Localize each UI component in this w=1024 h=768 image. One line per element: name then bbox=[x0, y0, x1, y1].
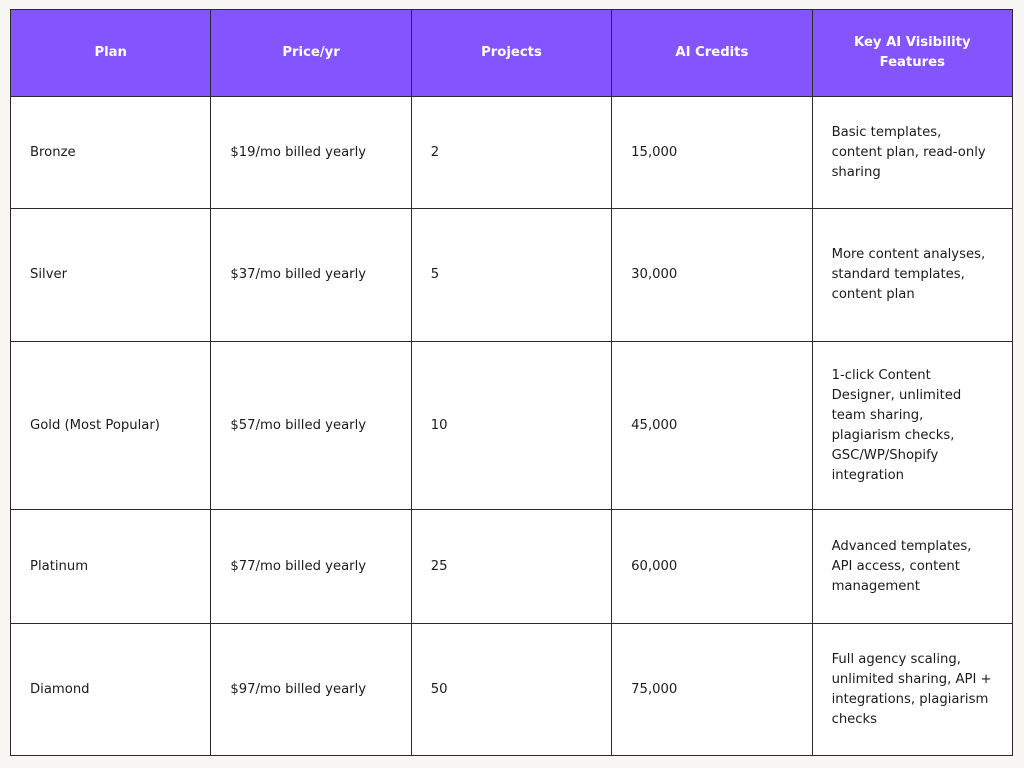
credits-cell: 15,000 bbox=[612, 97, 812, 209]
price-cell: $77/mo billed yearly bbox=[211, 510, 411, 624]
header-row bbox=[11, 10, 1013, 97]
price-cell: $37/mo billed yearly bbox=[211, 209, 411, 342]
projects-cell: 50 bbox=[411, 624, 611, 756]
credits-cell: 30,000 bbox=[612, 209, 812, 342]
projects-cell: 5 bbox=[411, 209, 611, 342]
plan-cell: Diamond bbox=[11, 624, 211, 756]
plan-cell: Platinum bbox=[11, 510, 211, 624]
features-cell: Full agency scaling, unlimited sharing, API + integrations, plagiarism checks bbox=[812, 624, 1012, 756]
plan-cell: Gold (Most Popular) bbox=[11, 342, 211, 510]
pricing-table-container bbox=[10, 9, 1013, 756]
table-row bbox=[11, 342, 1013, 510]
features-cell: More content analyses, standard templates, content plan bbox=[812, 209, 1012, 342]
table-row bbox=[11, 510, 1013, 624]
credits-cell: 45,000 bbox=[612, 342, 812, 510]
features-cell: Basic templates, content plan, read-only sharing bbox=[812, 97, 1012, 209]
table-row bbox=[11, 97, 1013, 209]
credits-cell: 75,000 bbox=[612, 624, 812, 756]
projects-cell: 10 bbox=[411, 342, 611, 510]
table-row bbox=[11, 624, 1013, 756]
features-cell: Advanced templates, API access, content management bbox=[812, 510, 1012, 624]
credits-cell: 60,000 bbox=[612, 510, 812, 624]
plan-cell: Bronze bbox=[11, 97, 211, 209]
header-price: Price/yr bbox=[211, 10, 411, 97]
projects-cell: 2 bbox=[411, 97, 611, 209]
projects-cell: 25 bbox=[411, 510, 611, 624]
table-header bbox=[11, 10, 1013, 97]
table-row bbox=[11, 209, 1013, 342]
header-ai-credits: AI Credits bbox=[612, 10, 812, 97]
table-body bbox=[11, 97, 1013, 756]
price-cell: $97/mo billed yearly bbox=[211, 624, 411, 756]
header-projects: Projects bbox=[411, 10, 611, 97]
price-cell: $57/mo billed yearly bbox=[211, 342, 411, 510]
price-cell: $19/mo billed yearly bbox=[211, 97, 411, 209]
header-features: Key AI Visibility Features bbox=[812, 10, 1012, 97]
header-plan: Plan bbox=[11, 10, 211, 97]
pricing-table bbox=[10, 9, 1013, 756]
features-cell: 1-click Content Designer, unlimited team sharing, plagiarism checks, GSC/WP/Shopify integration bbox=[812, 342, 1012, 510]
plan-cell: Silver bbox=[11, 209, 211, 342]
